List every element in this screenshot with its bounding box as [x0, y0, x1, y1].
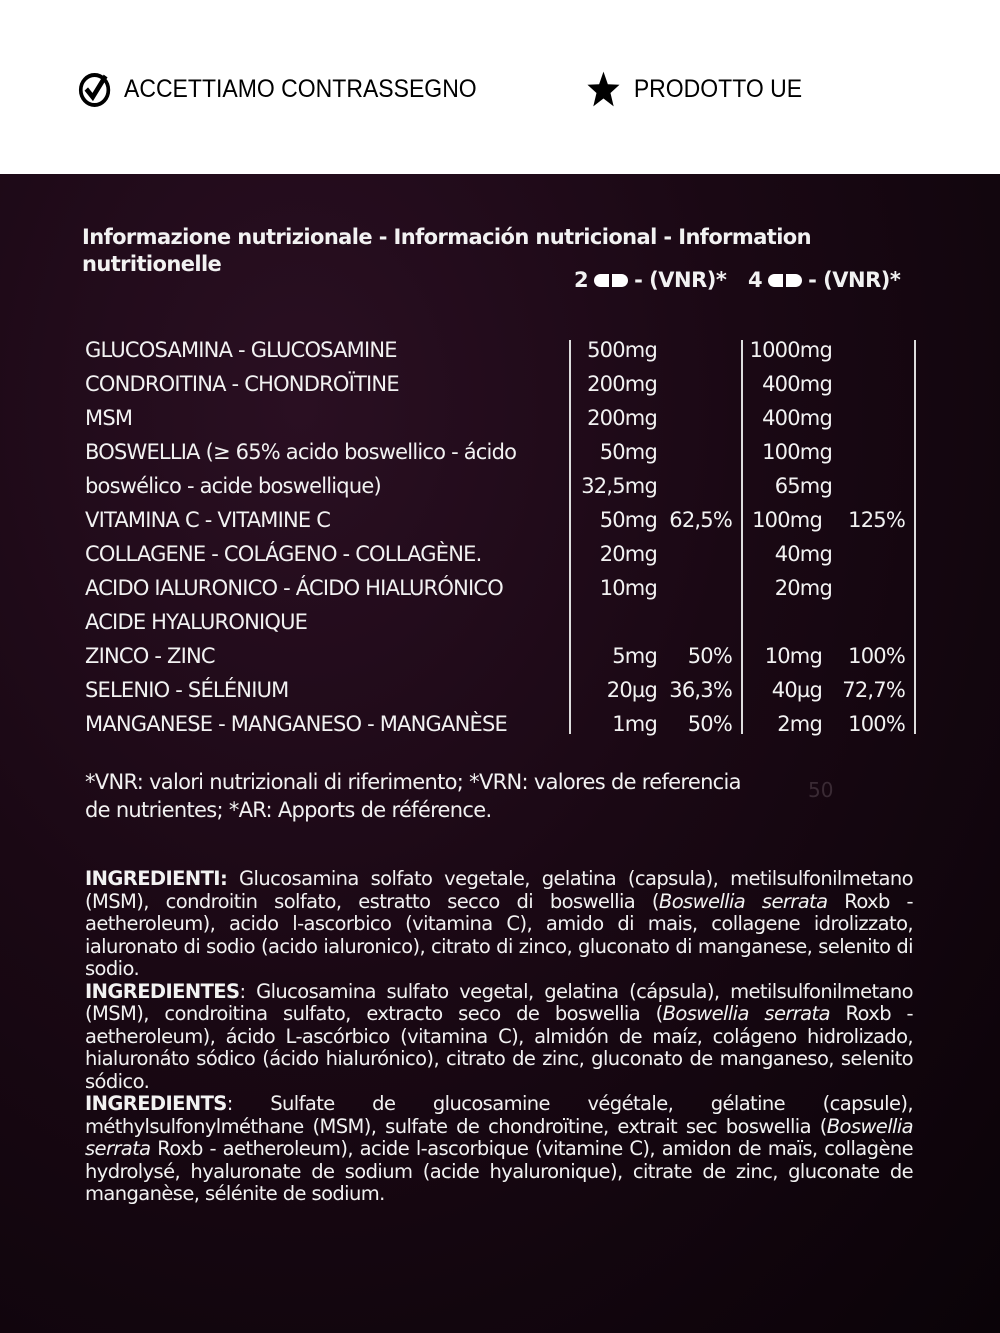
nutrient-name: COLLAGENE - COLÁGENO - COLLAGÈNE.: [85, 542, 482, 566]
amount-4-capsules: 2mg: [777, 712, 822, 736]
nutrient-name: MANGANESE - MANGANESO - MANGANÈSE: [85, 712, 507, 736]
vnr-4-capsules: 100%: [848, 712, 905, 736]
nutrient-name: ACIDO IALURONICO - ÁCIDO HIALURÓNICO: [85, 576, 503, 600]
amount-4-capsules: 10mg: [764, 644, 822, 668]
amount-2-capsules: 10mg: [599, 576, 657, 600]
footnote-line: de nutrientes; *AR: Apports de référence.: [85, 798, 492, 822]
species-name: Boswellia serrata: [658, 889, 828, 913]
vnr-2-capsules: 50%: [687, 712, 732, 736]
nutrient-name: SELENIO - SÉLÉNIUM: [85, 678, 289, 702]
nutrient-name: BOSWELLIA (≥ 65% acido boswellico - ácido: [85, 440, 517, 464]
eu-product-badge: [586, 70, 802, 108]
nutrient-row: [85, 440, 915, 474]
amount-2-capsules: 200mg: [587, 406, 657, 430]
nutrition-panel: [0, 174, 1000, 1333]
column-header-4-capsules: [748, 268, 900, 292]
info-banner: [0, 0, 1000, 174]
ingredients-block: [85, 868, 913, 1206]
amount-2-capsules: 200mg: [587, 372, 657, 396]
ingredients-text: Roxb - aetheroleum), acido l-ascorbico (vitamina C), amido di mais, collagene idrolizzato, ialuronato di sodio (acido ialuronico), citrato di zinco, gluconato di manganese, selenito di sodio.: [85, 889, 913, 980]
vnr-4-capsules: 100%: [848, 644, 905, 668]
amount-2-capsules: 50mg: [599, 508, 657, 532]
footnote-line: *VNR: valori nutrizionali di riferimento; *VRN: valores de referencia: [85, 770, 741, 794]
ingredients-paragraph: [85, 981, 913, 1094]
nutrient-name: ACIDE HYALURONIQUE: [85, 610, 308, 634]
nutrient-name: GLUCOSAMINA - GLUCOSAMINE: [85, 338, 397, 362]
amount-2-capsules: 5mg: [612, 644, 657, 668]
ingredients-paragraph: [85, 1093, 913, 1206]
capsule-count: 2: [574, 268, 589, 292]
amount-2-capsules: 20mg: [599, 542, 657, 566]
ingredients-text: Roxb - aetheroleum), ácido L-ascórbico (vitamina C), almidón de maíz, colágeno hidrolizado, hialuronáto sódico (ácido hialurónico), citrato de zinc, gluconato de manganeso, selenito sódico.: [85, 1002, 913, 1093]
vnr-2-capsules: 50%: [687, 644, 732, 668]
amount-4-capsules: 40µg: [771, 678, 822, 702]
amount-2-capsules: 32,5mg: [581, 474, 657, 498]
amount-4-capsules: 100mg: [762, 440, 832, 464]
nutrient-row: [85, 712, 915, 746]
species-name: Boswellia serrata: [662, 1002, 830, 1025]
species-name: Boswellia serrata: [85, 1114, 913, 1160]
amount-4-capsules: 400mg: [762, 372, 832, 396]
ingredients-paragraph: [85, 868, 913, 981]
ingredients-text: : Glucosamina sulfato vegetal, gelatina (cápsula), metilsulfonilmetano (MSM), condroitina sulfato, extracto seco de boswellia (: [85, 979, 913, 1025]
nutrient-row: [85, 508, 915, 542]
column-header-2-capsules: [574, 268, 726, 292]
nutrient-name: MSM: [85, 406, 133, 430]
nutrient-row: [85, 610, 915, 644]
nutrient-row: [85, 678, 915, 712]
amount-2-capsules: 500mg: [587, 338, 657, 362]
capsule-icon: [768, 274, 802, 287]
amount-4-capsules: 40mg: [774, 542, 832, 566]
badge-label: ACCETTIAMO CONTRASSEGNO: [124, 74, 477, 103]
star-icon: [586, 70, 621, 108]
nutrient-row: [85, 644, 915, 678]
nutrient-row: [85, 406, 915, 440]
cash-on-delivery-badge: [78, 70, 477, 108]
vnr-4-capsules: 125%: [848, 508, 905, 532]
nutrient-name: boswélico - acide boswellique): [85, 474, 381, 498]
ingredients-label: INGREDIENTS: [85, 1092, 227, 1115]
check-circle-icon: [78, 70, 111, 108]
column-suffix: - (VNR)*: [808, 268, 901, 292]
amount-2-capsules: 50mg: [599, 440, 657, 464]
nutrient-name: VITAMINA C - VITAMINE C: [85, 508, 331, 532]
column-suffix: - (VNR)*: [634, 268, 727, 292]
nutrient-name: CONDROITINA - CHONDROÏTINE: [85, 372, 399, 396]
ghost-text: 50: [808, 778, 834, 802]
ingredients-label: INGREDIENTI:: [85, 867, 228, 890]
amount-4-capsules: 400mg: [762, 406, 832, 430]
ingredients-label: INGREDIENTES: [85, 979, 240, 1003]
ingredients-text: Glucosamina solfato vegetale, gelatina (capsula), metilsulfonilmetano (MSM), condroitin solfato, estratto secco di boswellia (: [85, 867, 913, 913]
amount-4-capsules: 20mg: [774, 576, 832, 600]
badge-label: PRODOTTO UE: [633, 74, 803, 103]
vnr-footnote: [85, 768, 741, 824]
ingredients-text: : Sulfate de glucosamine végétale, gélatine (capsule), méthylsulfonylméthane (MSM), sulfate de chondroïtine, extrait sec boswellia (: [85, 1092, 913, 1138]
vnr-4-capsules: 72,7%: [842, 678, 905, 702]
nutrient-row: [85, 338, 915, 372]
nutrient-row: [85, 576, 915, 610]
nutrition-title: Informazione nutrizionale - Información nutricional - Information nutritionelle: [82, 225, 811, 276]
amount-2-capsules: 20µg: [606, 678, 657, 702]
amount-4-capsules: 100mg: [752, 508, 822, 532]
vnr-2-capsules: 36,3%: [669, 678, 732, 702]
vnr-2-capsules: 62,5%: [669, 508, 732, 532]
amount-4-capsules: 1000mg: [749, 338, 832, 362]
nutrient-row: [85, 542, 915, 576]
capsule-count: 4: [748, 268, 763, 292]
amount-4-capsules: 65mg: [774, 474, 832, 498]
nutrient-row: [85, 372, 915, 406]
ingredients-text: Roxb - aetheroleum), acide l-ascorbique (vitamine C), amidon de maïs, collagène hydrolysé, hyaluronate de sodium (acide hyaluronique), citrate de zinc, gluconate de manganèse, sélénite de sodium.: [85, 1137, 913, 1205]
nutrient-name: ZINCO - ZINC: [85, 644, 215, 668]
capsule-icon: [594, 274, 628, 287]
amount-2-capsules: 1mg: [612, 712, 657, 736]
nutrient-row: [85, 474, 915, 508]
